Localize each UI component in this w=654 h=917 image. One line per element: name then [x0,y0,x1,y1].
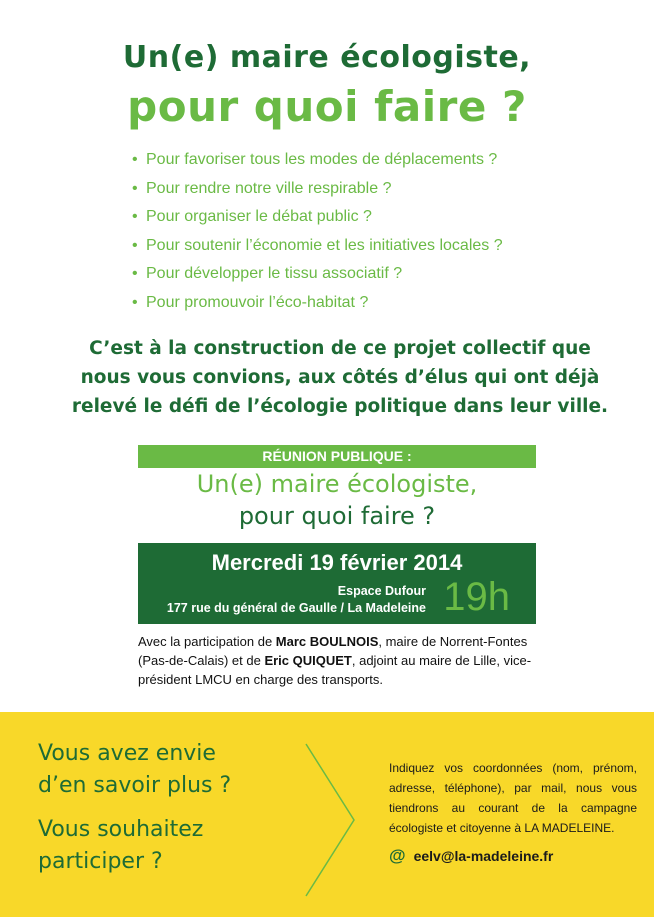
invitation-line: relevé le défi de l’écologie politique dans leur ville. [71,396,609,417]
meeting-details-box [138,543,536,624]
bullet-icon: • [132,236,138,254]
question-text: Pour développer le tissu associatif ? [146,265,403,282]
list-item [132,260,503,289]
page-title-line2: pour quoi faire ? [127,82,527,131]
participant-name: Marc BOULNOIS [275,634,379,649]
meeting-time: 19h [443,575,510,619]
list-item [132,232,503,261]
invitation-paragraph [60,334,620,421]
list-item [132,146,503,175]
questions-list [132,146,503,317]
invitation-line: nous vous convions, aux côtés d’élus qui ont déjà [80,367,600,388]
meeting-date: Mercredi 19 février 2014 [211,550,463,575]
list-item [132,203,503,232]
bullet-icon: • [132,293,138,311]
page-title-line1: Un(e) maire écologiste, [122,40,532,75]
participant-role: , maire de Norrent-Fontes (Pas-de-Calais) et de [138,634,528,668]
participant-role: , adjoint au maire de Lille, vice-président LMCU en charge des transports. [138,653,532,687]
venue-address: 177 rue du général de Gaulle / La Madeleine [166,601,426,615]
list-item [132,289,503,318]
footer-questions [38,738,231,878]
question-text: Pour organiser le débat public ? [146,208,372,225]
bullet-icon: • [132,179,138,197]
meeting-title-line1: Un(e) maire écologiste, [196,470,478,498]
participants-intro: Avec la participation de [138,634,276,649]
chevron-right-icon [300,740,360,900]
footer-question-line: Vous avez envie [38,741,216,766]
footer-question-line: participer ? [38,849,163,874]
email-link[interactable]: eelv@la-madeleine.fr [413,848,554,864]
participants-paragraph [138,632,538,689]
participant-name: Eric QUIQUET [264,653,352,668]
bullet-icon: • [132,151,138,168]
question-text: Pour soutenir l’économie et les initiatives locales ? [146,236,503,254]
bullet-icon: • [132,265,138,282]
bullet-icon: • [132,208,138,225]
list-item [132,175,503,204]
venue-name: Espace Dufour [337,584,426,598]
question-text: Pour favoriser tous les modes de déplacements ? [146,151,498,168]
at-icon: @ [389,846,406,865]
meeting-banner: RÉUNION PUBLIQUE : [138,445,536,468]
footer-question-line: Vous souhaitez [38,817,204,842]
invitation-line: C’est à la construction de ce projet collectif que [89,338,591,359]
contact-instructions: Indiquez vos coordonnées (nom, prénom, adresse, téléphone), par mail, nous vous tiendrons au courant de la campagne écologiste et citoyenne à LA MADELEINE. [389,761,637,835]
meeting-venue [167,583,426,617]
email-contact [389,846,553,866]
footer-question-line: d’en savoir plus ? [38,773,232,798]
meeting-title-line2: pour quoi faire ? [238,502,436,530]
question-text: Pour promouvoir l’éco-habitat ? [146,293,369,311]
footer-panel [0,712,654,917]
question-text: Pour rendre notre ville respirable ? [146,179,392,197]
